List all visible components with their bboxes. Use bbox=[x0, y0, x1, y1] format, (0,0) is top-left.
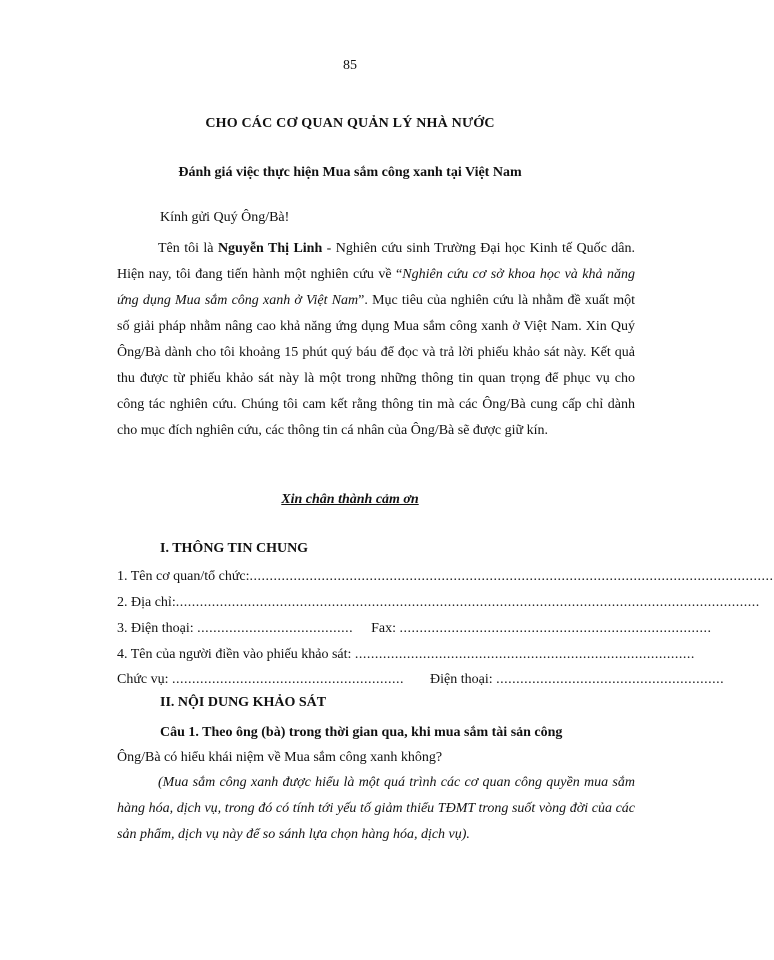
fill-dots: ..................................................................................... bbox=[354, 647, 695, 662]
question-1-rest: Ông/Bà có hiểu khái niệm về Mua sắm công xanh không? bbox=[117, 750, 443, 765]
fill-dots: .............................................................................. bbox=[399, 621, 712, 636]
field-position-label: Chức vụ: bbox=[117, 672, 169, 687]
intro-text-1: Tên tôi là bbox=[158, 241, 218, 256]
field-organization-label: 1. Tên cơ quan/tổ chức: bbox=[117, 569, 250, 584]
field-organization[interactable] bbox=[117, 569, 774, 585]
fill-dots: ......................................................... bbox=[496, 672, 725, 687]
question-1-note: (Mua sắm công xanh được hiểu là một quá trình các cơ quan công quyền mua sắm hàng hóa, dịch vụ, trong đó có tính tới yếu tố giảm thiểu TĐMT trong suốt vòng đời của các sản phẩm, dịch vụ này để so sánh lựa chọn hàng hóa, dịch vụ). bbox=[117, 775, 635, 842]
section1-title: I. THÔNG TIN CHUNG bbox=[160, 541, 309, 556]
page-number: 85 bbox=[343, 58, 357, 73]
section2-title: II. NỘI DUNG KHẢO SÁT bbox=[160, 695, 327, 710]
intro-text-2: - Nghiên cứu sinh Trường Đại học Kinh tế Quốc dân. Hiện nay, tôi đang tiến hành một nghiên cứu về “ bbox=[117, 241, 635, 282]
field-address[interactable] bbox=[117, 595, 760, 611]
question-1-bold: Câu 1. Theo ông (bà) trong thời gian qua, khi mua sắm tài sản công bbox=[160, 725, 563, 740]
greeting: Kính gửi Quý Ông/Bà! bbox=[160, 210, 290, 225]
field-address-label: 2. Địa chỉ: bbox=[117, 595, 176, 610]
field-fax-label: Fax: bbox=[371, 621, 396, 636]
thanks-line: Xin chân thành cảm ơn bbox=[281, 492, 419, 507]
fill-dots: ................................................................................................................................... bbox=[249, 569, 774, 584]
intro-text-3: ”. Mục tiêu của nghiên cứu là nhằm đề xuất một số giải pháp nhằm nâng cao khả năng ứng dụng Mua sắm công xanh ở Việt Nam. Xin Quý Ông/Bà dành cho tôi khoảng 15 phút quý báu để đọc và trả lời phiếu khảo sát này. Kết quả thu được từ phiếu khảo sát này là một trong những thông tin quan trọng để phục vụ cho công tác nghiên cứu. Chúng tôi cam kết rằng thông tin mà các Ông/Bà cung cấp chỉ dành cho mục đích nghiên cứu, các thông tin cá nhân của Ông/Bà sẽ được giữ kín. bbox=[117, 293, 635, 438]
field-phone-label: 3. Điện thoại: bbox=[117, 621, 194, 636]
field-phone-fax[interactable] bbox=[117, 621, 712, 637]
field-respondent-label: 4. Tên của người điền vào phiếu khảo sát: bbox=[117, 647, 352, 662]
fill-dots: .................................................................................................................................................. bbox=[175, 595, 760, 610]
author-name: Nguyễn Thị Linh bbox=[217, 241, 323, 256]
research-title: Nghiên cứu cơ sở khoa học và khả năng ứng dụng Mua sắm công xanh ở Việt Nam bbox=[117, 267, 635, 308]
question-1 bbox=[117, 720, 635, 770]
field-position-phone[interactable] bbox=[117, 672, 725, 688]
intro-paragraph bbox=[117, 236, 635, 444]
fill-dots: .......................................................... bbox=[172, 672, 405, 687]
heading-main: CHO CÁC CƠ QUAN QUẢN LÝ NHÀ NƯỚC bbox=[205, 116, 495, 131]
heading-sub: Đánh giá việc thực hiện Mua sắm công xanh tại Việt Nam bbox=[178, 165, 522, 180]
field-respondent-name[interactable] bbox=[117, 647, 695, 663]
fill-dots: ....................................... bbox=[197, 621, 354, 636]
field-phone2-label: Điện thoại: bbox=[430, 672, 493, 687]
